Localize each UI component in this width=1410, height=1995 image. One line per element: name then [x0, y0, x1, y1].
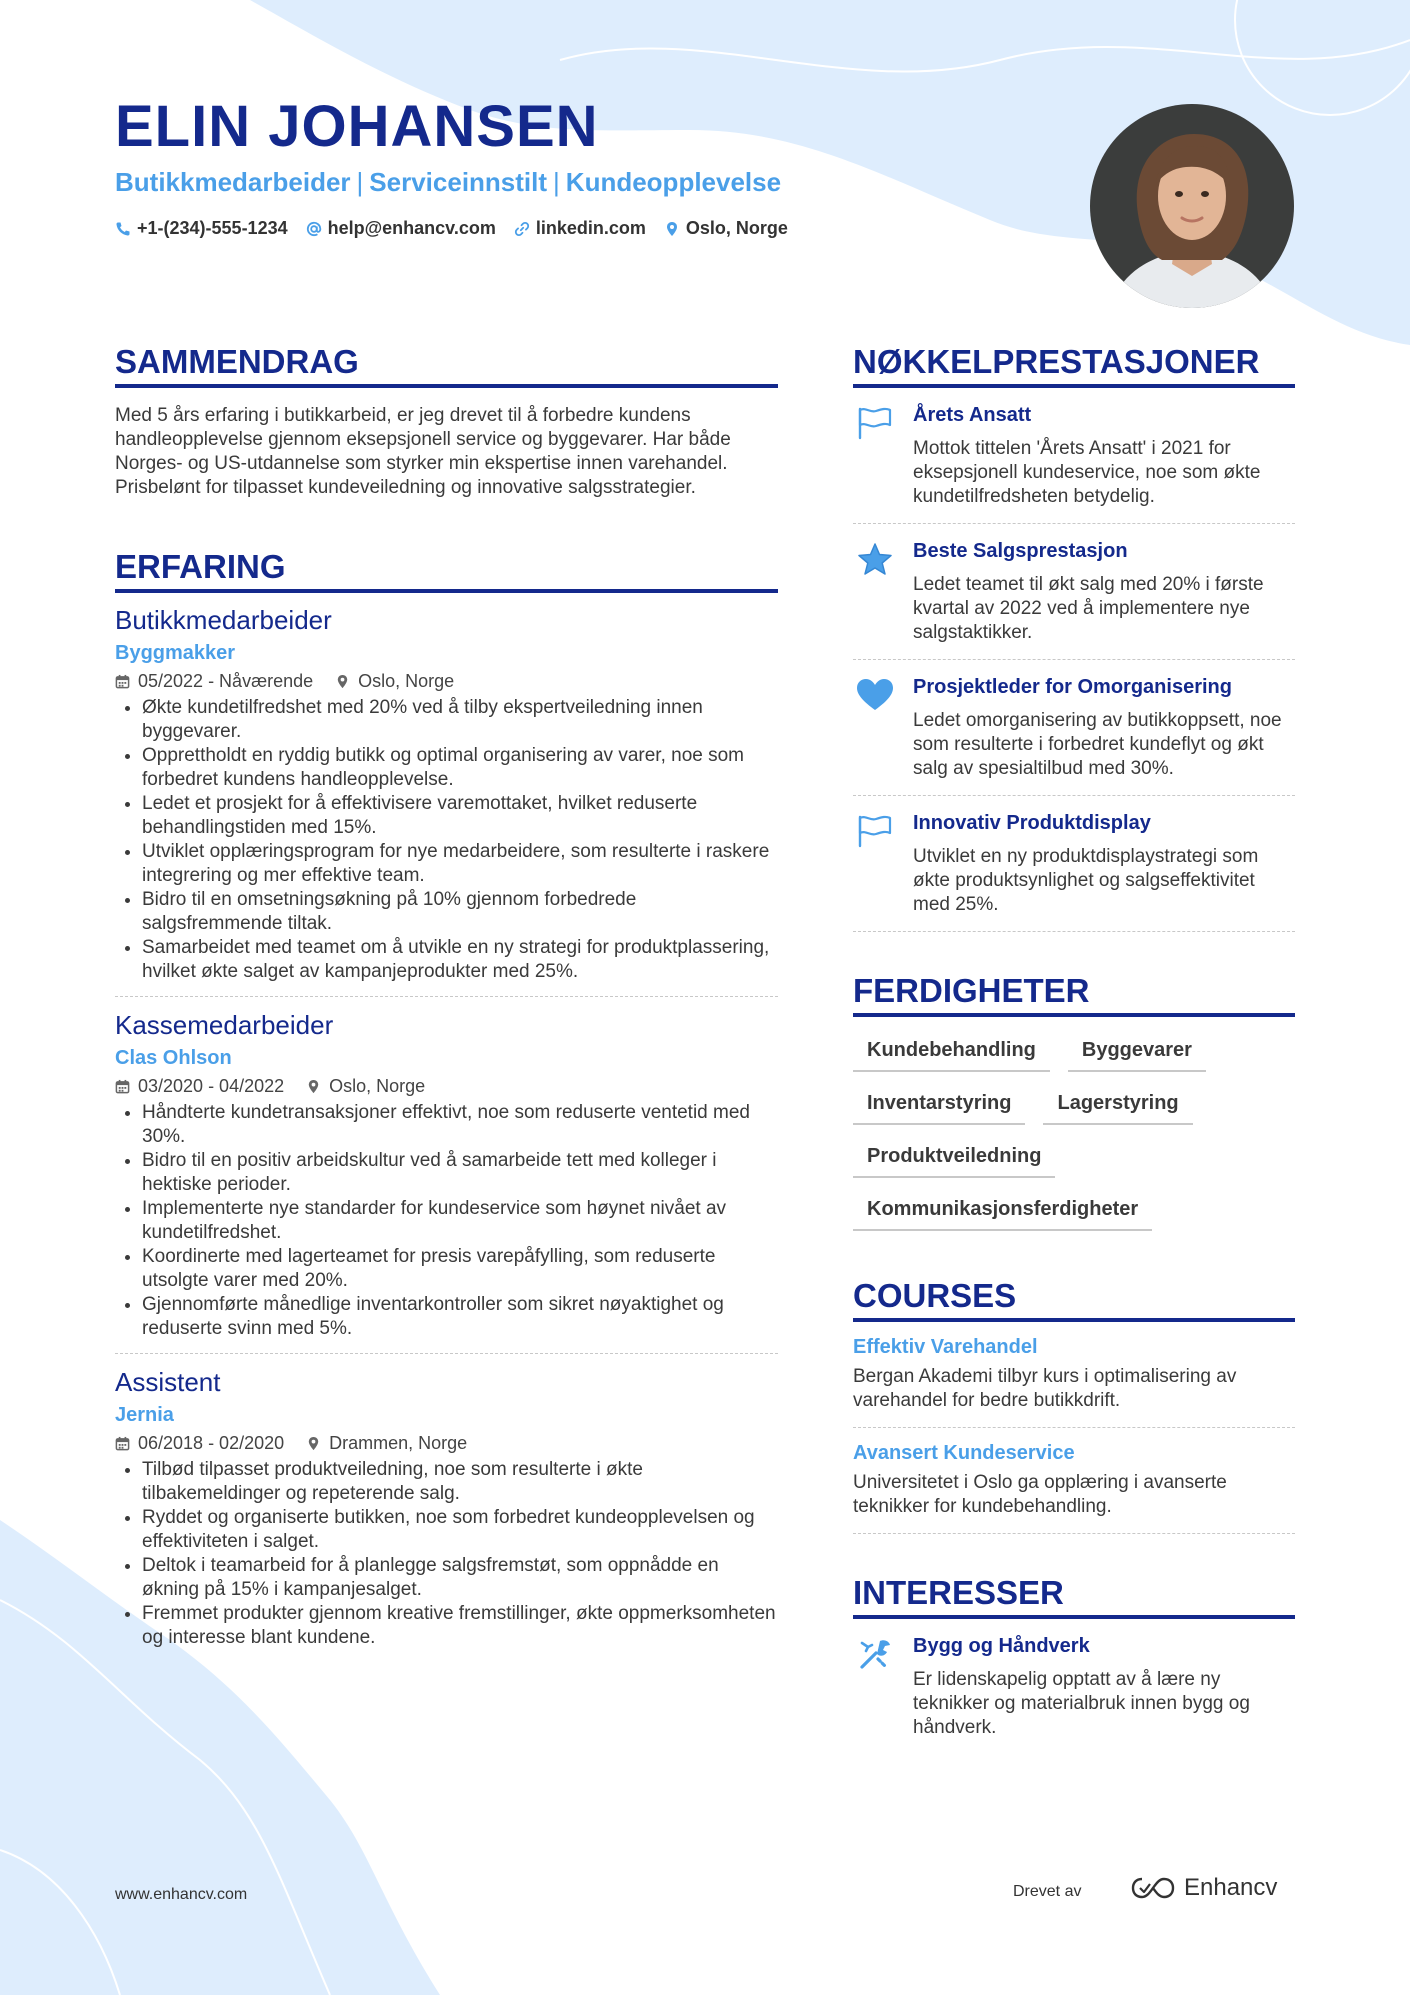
achievement-desc: Mottok tittelen 'Årets Ansatt' i 2021 for eksepsjonell kundeservice, noe som økte kundetilfredsheten betydelig. — [913, 437, 1261, 507]
tools-icon — [856, 1637, 894, 1671]
bullet-item: • Ledet et prosjekt for å effektivisere varemottaket, hvilket reduserte behandlingstiden med 15%. — [142, 792, 778, 840]
headline-item: Butikkmedarbeider — [115, 167, 351, 197]
headline-item: Serviceinnstilt — [369, 167, 548, 197]
bullet-item: • Bidro til en omsetningsøkning på 10% gjennom forbedrede salgsfremmende tiltak. — [142, 888, 778, 936]
job-dates — [115, 1433, 284, 1454]
calendar-icon — [115, 1436, 130, 1451]
location-text: Oslo, Norge — [329, 1076, 426, 1097]
course-title: Avansert Kundeservice — [853, 1441, 1075, 1464]
left-column — [115, 343, 778, 1662]
course-item — [853, 1428, 1295, 1534]
bullet-item: • Ryddet og organiserte butikken, noe som forbedret kundeopplevelsen og effektiviteten i salget. — [142, 1506, 778, 1554]
email-address: help@enhancv.com — [327, 218, 496, 238]
contact-location — [664, 218, 788, 239]
link-icon — [514, 221, 530, 237]
company-name: Jernia — [115, 1404, 174, 1427]
bullet-item: • Fremmet produkter gjennom kreative fremstillinger, økte oppmerksomheten og interesse blant kundene. — [142, 1602, 778, 1650]
flag-icon — [856, 406, 894, 440]
bullet-item: • Håndterte kundetransaksjoner effektivt, noe som reduserte ventetid med 30%. — [142, 1101, 778, 1149]
footer-powered-by: Drevet av — [1013, 1883, 1082, 1900]
section-title-experience: ERFARING — [115, 548, 778, 593]
section-title-skills: FERDIGHETER — [853, 972, 1295, 1017]
job-location — [306, 1433, 467, 1454]
date-range: 03/2020 - 04/2022 — [138, 1076, 285, 1097]
location-pin-icon — [306, 1436, 321, 1451]
experience-entry — [115, 1010, 778, 1354]
brand-name: Enhancv — [1184, 1874, 1278, 1901]
achievement-item — [853, 388, 1295, 524]
interest-item — [853, 1619, 1295, 1754]
achievement-desc: Ledet omorganisering av butikkoppsett, noe som resulterte i forbedret kundeflyt og økt salg av spesialtilbud med 30%. — [913, 709, 1282, 779]
achievement-title: Årets Ansatt — [913, 403, 1032, 426]
contact-email[interactable] — [306, 218, 496, 239]
skill-tag: Lagerstyring — [1043, 1092, 1192, 1125]
date-range: 05/2022 - Nåværende — [138, 671, 314, 692]
skill-tag: Byggevarer — [1068, 1039, 1206, 1072]
job-meta — [115, 671, 778, 692]
bullet-item: • Tilbød tilpasset produktveiledning, noe som resulterte i økte tilbakemeldinger og repeterende salg. — [142, 1458, 778, 1506]
bullet-item: • Opprettholdt en ryddig butikk og optimal organisering av varer, noe som forbedret kundens handleopplevelse. — [142, 744, 778, 792]
location-pin-icon — [306, 1079, 321, 1094]
course-title: Effektiv Varehandel — [853, 1335, 1038, 1358]
candidate-name: ELIN JOHANSEN — [115, 94, 599, 159]
star-icon — [856, 542, 894, 576]
location-pin-icon — [335, 674, 350, 689]
bullet-list — [115, 696, 778, 984]
company-name: Clas Ohlson — [115, 1047, 232, 1070]
job-dates — [115, 1076, 284, 1097]
calendar-icon — [115, 1079, 130, 1094]
skills-list — [853, 1039, 1295, 1231]
location-pin-icon — [664, 221, 680, 237]
section-title-courses: COURSES — [853, 1277, 1295, 1322]
phone-icon — [115, 221, 131, 237]
section-title-interests: INTERESSER — [853, 1574, 1295, 1619]
bullet-item: • Gjennomførte månedlige inventarkontroller som sikret nøyaktighet og reduserte svinn med 5%. — [142, 1293, 778, 1341]
job-title: Butikkmedarbeider — [115, 604, 332, 635]
achievement-desc: Ledet teamet til økt salg med 20% i første kvartal av 2022 ved å implementere nye salgstaktikker. — [913, 573, 1264, 643]
phone-number: +1-(234)-555-1234 — [137, 218, 288, 238]
job-dates — [115, 671, 313, 692]
contact-phone[interactable] — [115, 218, 288, 239]
skill-tag: Produktveiledning — [853, 1145, 1055, 1178]
heart-icon — [856, 678, 894, 712]
calendar-icon — [115, 674, 130, 689]
interest-desc: Er lidenskapelig opptatt av å lære ny teknikker og materialbruk innen bygg og håndverk. — [913, 1668, 1250, 1738]
bullet-item: • Implementerte nye standarder for kundeservice som høynet nivået av kundetilfredshet. — [142, 1197, 778, 1245]
headline — [115, 167, 781, 198]
section-title-summary: SAMMENDRAG — [115, 343, 778, 388]
job-meta — [115, 1433, 778, 1454]
achievement-desc: Utviklet en ny produktdisplaystrategi som økte produktsynlighet og salgseffektivitet med 25%. — [913, 845, 1259, 915]
job-title: Kassemedarbeider — [115, 1010, 334, 1041]
company-name: Byggmakker — [115, 642, 236, 665]
footer-website[interactable]: www.enhancv.com — [115, 1886, 248, 1903]
bullet-item: • Koordinerte med lagerteamet for presis varepåfylling, som reduserte utsolgte varer med 20%. — [142, 1245, 778, 1293]
profile-photo — [1090, 104, 1294, 308]
skill-tag: Kundebehandling — [853, 1039, 1050, 1072]
contact-linkedin[interactable] — [514, 218, 646, 239]
bullet-item: • Deltok i teamarbeid for å planlegge salgsfremstøt, som oppnådde en økning på 15% i kampanjesalget. — [142, 1554, 778, 1602]
bullet-item: • Bidro til en positiv arbeidskultur ved å samarbeide tett med kolleger i hektiske perioder. — [142, 1149, 778, 1197]
job-location — [335, 671, 454, 692]
achievement-title: Beste Salgsprestasjon — [913, 539, 1128, 562]
bullet-item: • Utviklet opplæringsprogram for nye medarbeidere, som resulterte i raskere integrering og mer effektive team. — [142, 840, 778, 888]
location-text: Oslo, Norge — [358, 671, 455, 692]
enhancv-logo-icon — [1130, 1875, 1176, 1901]
job-title: Assistent — [115, 1367, 221, 1398]
footer-brand[interactable] — [1130, 1874, 1277, 1902]
flag-icon — [856, 814, 894, 848]
achievement-item — [853, 796, 1295, 932]
linkedin-link: linkedin.com — [535, 218, 646, 238]
location-text: Drammen, Norge — [329, 1433, 468, 1454]
skill-tag: Kommunikasjonsferdigheter — [853, 1198, 1152, 1231]
bullet-item: • Økte kundetilfredshet med 20% ved å tilby ekspertveiledning innen byggevarer. — [142, 696, 778, 744]
headline-item: Kundeopplevelse — [565, 167, 782, 197]
contact-bar — [115, 218, 788, 239]
summary-text: Med 5 års erfaring i butikkarbeid, er jeg drevet til å forbedre kundens handleopplevelse gjennom eksepsjonell service og byggevarer. Har både Norges- og US-utdannelse som styrker min ekspertise innen varehandel. Prisbelønt for tilpasset kundeveiledning og innovative salgsstrategier. — [115, 404, 731, 498]
bullet-list — [115, 1458, 778, 1650]
right-column — [853, 343, 1295, 1754]
location-text: Oslo, Norge — [685, 218, 788, 238]
achievement-item — [853, 524, 1295, 660]
experience-entry — [115, 605, 778, 997]
achievement-title: Prosjektleder for Omorganisering — [913, 675, 1232, 698]
course-desc: Bergan Akademi tilbyr kurs i optimalisering av varehandel for bedre butikkdrift. — [853, 1365, 1237, 1411]
portrait-illustration — [1090, 104, 1294, 308]
bullet-item: • Samarbeidet med teamet om å utvikle en ny strategi for produktplassering, hvilket økte salget av kampanjeprodukter med 25%. — [142, 936, 778, 984]
interest-title: Bygg og Håndverk — [913, 1634, 1090, 1657]
skill-tag: Inventarstyring — [853, 1092, 1025, 1125]
job-location — [306, 1076, 425, 1097]
achievement-title: Innovativ Produktdisplay — [913, 811, 1151, 834]
course-desc: Universitetet i Oslo ga opplæring i avanserte teknikker for kundebehandling. — [853, 1471, 1227, 1517]
experience-entry — [115, 1367, 778, 1662]
at-icon — [306, 221, 322, 237]
job-meta — [115, 1076, 778, 1097]
headline-separator: | — [356, 167, 364, 197]
section-title-achievements: NØKKELPRESTASJONER — [853, 343, 1295, 388]
date-range: 06/2018 - 02/2020 — [138, 1433, 285, 1454]
achievement-item — [853, 660, 1295, 796]
bullet-list — [115, 1101, 778, 1341]
course-item — [853, 1322, 1295, 1428]
headline-separator: | — [553, 167, 560, 197]
